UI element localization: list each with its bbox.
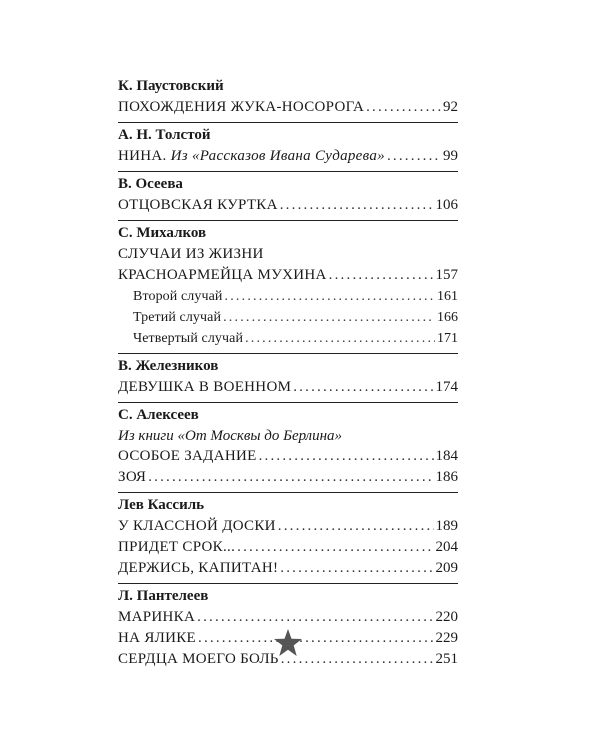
page-number: 184 [435, 448, 458, 464]
page-number: 220 [435, 609, 458, 625]
divider [118, 122, 458, 123]
entry-title: ДЕВУШКА В ВОЕННОМ [118, 379, 292, 395]
page-number: 157 [435, 267, 458, 283]
dot-leader [329, 265, 434, 286]
toc-subentry[interactable] [118, 328, 458, 349]
toc-entry[interactable] [118, 558, 458, 579]
toc-entry[interactable] [118, 97, 458, 118]
toc-entry[interactable] [118, 607, 458, 628]
toc-entry[interactable] [118, 467, 458, 488]
toc-entry[interactable] [118, 516, 458, 537]
divider [118, 171, 458, 172]
entry-title: НА ЯЛИКЕ [118, 630, 196, 646]
dot-leader [237, 537, 433, 558]
page-number: 92 [443, 99, 458, 115]
toc-section-alekseev [118, 405, 458, 488]
toc-section-paustovsky [118, 76, 458, 118]
divider [118, 492, 458, 493]
dot-leader [366, 97, 441, 118]
entry-title-italic: Из «Рассказов Ивана Сударева» [170, 148, 385, 164]
dot-leader [225, 286, 435, 307]
entry-title: ОСОБОЕ ЗАДАНИЕ [118, 448, 257, 464]
entry-title: Второй случай [133, 289, 223, 304]
dot-leader [223, 307, 435, 328]
page-number: 106 [435, 197, 458, 213]
author-name: В. Железников [118, 358, 219, 374]
author-name: К. Паустовский [118, 78, 224, 94]
entry-title: КРАСНОАРМЕЙЦА МУХИНА [118, 267, 327, 283]
toc-subentry[interactable] [118, 286, 458, 307]
page-number: 251 [435, 651, 458, 667]
entry-title: ПОХОЖДЕНИЯ ЖУКА-НОСОРОГА [118, 99, 365, 115]
toc-entry[interactable] [118, 265, 458, 286]
dot-leader [245, 328, 435, 349]
entry-title [118, 146, 385, 167]
page-number: 204 [435, 539, 458, 555]
page-number: 166 [437, 310, 458, 325]
page-number: 171 [437, 331, 458, 346]
dot-leader [259, 446, 434, 467]
divider [118, 583, 458, 584]
page-number: 161 [437, 289, 458, 304]
toc-entry[interactable] [118, 446, 458, 467]
dot-leader [281, 649, 434, 670]
dot-leader [387, 146, 441, 167]
toc-section-tolstoy [118, 125, 458, 167]
toc-entry[interactable] [118, 146, 458, 167]
entry-title: СЕРДЦА МОЕГО БОЛЬ [118, 651, 279, 667]
page-number: 186 [435, 469, 458, 485]
dot-leader [278, 516, 434, 537]
entry-title-line: СЛУЧАИ ИЗ ЖИЗНИ [118, 246, 264, 262]
toc-entry[interactable] [118, 537, 458, 558]
page-number: 99 [443, 148, 458, 164]
source-note: Из книги «От Москвы до Берлина» [118, 428, 343, 444]
page-number: 174 [435, 379, 458, 395]
page-number: 189 [435, 518, 458, 534]
author-name: Л. Пантелеев [118, 588, 209, 604]
entry-title: Четвертый случай [133, 331, 244, 346]
dot-leader [198, 628, 434, 649]
entry-title: МАРИНКА [118, 609, 196, 625]
toc-section-oseeva [118, 174, 458, 216]
divider [118, 402, 458, 403]
author-name: Лев Кассиль [118, 497, 205, 513]
divider [118, 220, 458, 221]
dot-leader [148, 467, 433, 488]
entry-title: Третий случай [133, 310, 222, 325]
page-number: 229 [435, 630, 458, 646]
table-of-contents [118, 74, 458, 670]
star-icon [273, 628, 303, 658]
dot-leader [280, 195, 434, 216]
divider [118, 353, 458, 354]
entry-title: ЗОЯ [118, 469, 147, 485]
page-number: 209 [435, 560, 458, 576]
toc-entry[interactable] [118, 377, 458, 398]
author-name: С. Михалков [118, 225, 207, 241]
entry-title: ДЕРЖИСЬ, КАПИТАН! [118, 560, 279, 576]
toc-section-zheleznikov [118, 356, 458, 398]
author-name: В. Осеева [118, 176, 183, 192]
entry-title: ОТЦОВСКАЯ КУРТКА [118, 197, 278, 213]
dot-leader [197, 607, 433, 628]
toc-subentry[interactable] [118, 307, 458, 328]
toc-section-mikhalkov [118, 223, 458, 349]
toc-entry[interactable] [118, 195, 458, 216]
entry-title: У КЛАССНОЙ ДОСКИ [118, 518, 276, 534]
entry-title-prefix: НИНА. [118, 148, 171, 164]
entry-title: ПРИДЕТ СРОК... [118, 539, 236, 555]
dot-leader [293, 377, 433, 398]
dot-leader [280, 558, 433, 579]
author-name: А. Н. Толстой [118, 127, 211, 143]
author-name: С. Алексеев [118, 407, 199, 423]
toc-section-kassil [118, 495, 458, 579]
